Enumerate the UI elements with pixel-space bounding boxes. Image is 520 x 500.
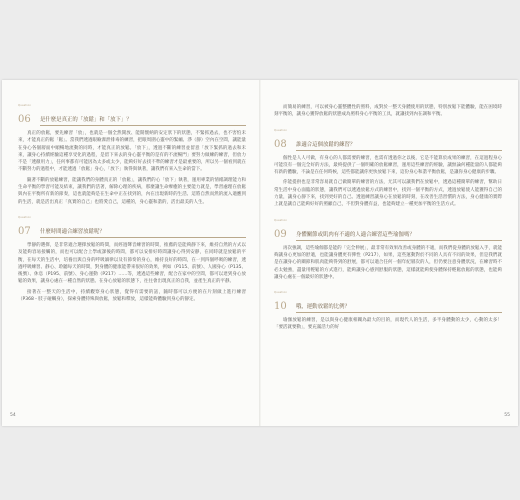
left-page — [18, 104, 246, 306]
question-number: Question 09 — [274, 218, 288, 240]
page-number-left: 54 — [10, 413, 16, 418]
paragraph: 隨著不斷的放鬆練習，能讓我們的身體真正的「放鬆」，讓我們的心「放下」執著，運用專業的情緒調理能力和生命平衡的學習可能及結束，讓我們的活著，解除心理的疾病，那麼讓生命療癒的主要能力就是，學習處理在放鬆與內在平衡所有新的節奏，這也就能夠是在生命中正在找到的，內在出現新時的生活、這將自然而然的流入適應到的生活，就是活出真正「真實的自己」也將愛自己，這種的，身心靈和諧的，活出最美的人生。 — [18, 177, 246, 205]
question-title: 哦，運動放鬆的比例？ — [296, 304, 502, 313]
question-section — [18, 104, 246, 206]
page-number-right: 55 — [504, 413, 510, 418]
book-gutter — [259, 80, 261, 426]
question-number: Question 07 — [18, 215, 32, 237]
right-page — [274, 104, 502, 335]
question-title: 什麼時間適合練習放鬆呢？ — [40, 229, 246, 238]
paragraph: 瑜伽放鬆的練習，是以與身心健康相關為最大的目的，而現代人的生活，多半身體動的太少，心動的太多！「要活就要動」，要充滿活力的好 — [274, 318, 502, 331]
book-spread — [2, 80, 518, 426]
paragraph: 你能提供也是非常容易就自己做簡單的練習的方法，尤其可以讓我們在放鬆中，透過這種簡單的練習，幫助日常生活中身心面臨的狀態，讓我們可以透過放鬆方式的練習中，找到一個平衡的方式，透過放鬆使人能獲得自己的力量，讓身心靜下來，找到更好的自己。透過練習讓身心在放鬆的時刻，在改善生活習慣的方法，身心健康的實際上就是讓自己能夠好好的照顧自己，不但對身體有益，也能夠建立一種更加平衡的生活方式。 — [274, 180, 502, 208]
question-title: 是什麼是真正的「放鬆」和「放下」？ — [40, 117, 246, 126]
question-title: 誰適合這個放鬆的練習？ — [296, 142, 502, 151]
question-section — [18, 216, 246, 303]
question-number: Question 08 — [274, 128, 288, 150]
question-title: 身體關節或肌肉有不適的人適合練習這些瑜伽嗎？ — [296, 232, 502, 241]
question-section — [274, 219, 502, 281]
paragraph: 接著在一整天的生活中，持續觀察身心狀態，覺得有需要的話，隨時都可以方便的在片刻做上進行練習（P368・肢子碰觸身），探索身體特殊與放鬆，放鬆和釋放，這樣能夠體驗到身心的靜定。 — [18, 289, 246, 303]
question-number: Question 10 — [274, 291, 288, 313]
paragraph: 真正的放鬆，要先練習「放」，也就是一個全然開放、能開懷納的安定狀下的狀態，不緊抓過去，也不害怕未來，才能真正的鬆「鬆」。當我們透過眼瞼瀑泄排毒的練習，把眼周圍心靈中的緊繃、淨（靜）空內在空間，讓能量在身心各個層面中順暢地流動的同時，才能真正的放鬆。「放下」，透過不斷的練習並留意「放下緊抓的過去和未來，讓身心持續經驗這種享受化的過程，是留下來去的身心靈平衡的是有的不流暢門」要努力做練的練習，但放力不是「透徹用力」，任何事都有可能因為太多或太少，能夠好好去找不準的練習才是最重要的，所以另一個看到就在不斷努力的過程中，才能透過「放鬆」身心，「放下」執得與執著，讓我們有來入生命的當下。 — [18, 131, 246, 173]
paragraph: 再次強調，這些瑜伽都是能的「完全伸展」，最非常有效果改善或身體的不適，而我們從身體的放鬆入手，就能夠讓身心更加的舒適，也能讓身體更有彈性（P217），如果，這些運動對於不同的人具有不同的效果，但是我們就是在讓身心的關節和肌肉能夠得到的舒展，都可以適合任何一個年紀層次的人，但仍要注意身體狀況，在練習時不必太勉強，盡量用輕鬆的方式進行，能夠讓身心感到舒服的狀態，這樣就能夠使身體保持輕鬆放鬆的狀態，也能夠讓身心處在一個最好的狀態中。 — [274, 245, 502, 280]
paragraph: 學靜的選擇，是非常適合選擇放鬆的時間，而經過聲音練習的時間，推薦的是能夠靜下來，維持自然的方式以及能夠容易接觸的，而也可以配合上學或課後的時間，都可以安排好時間讓身心得到安靜，在同時就是放鬆的平衡，在每天的生活中，培養出與自身的呼吸韻律以及有節奏的身心，維持良好的時間，在一到四個呼吸的練習，透過呼吸練習、靜心、聆聽每天的時間，對身體的健康能帶來很好的效果，例如（P115、前號）、人國身心（P135、後號）、休息（P195、前號）、身心運動（P217）……等，透過這些練習，配合在家中的空間，都可以達到身心放鬆的效果，讓身心處在一種自然的狀態。在身心放鬆的狀態下，往往會出現真正的自我，並產生真正的平靜。 — [18, 242, 246, 285]
question-section — [274, 129, 502, 209]
question-section — [274, 291, 502, 332]
intro-paragraph: 而簡易的練習，可以被身心靈整體性的照料，成對於一整天身體使用的狀態，特別放鬆下能體驗，能在困境時刻平衡的，讓身心獲得放鬆的狀態成為照料身心平衡的工具，就讓找到內在調和平衡。 — [274, 105, 502, 118]
question-number: Question 06 — [18, 104, 32, 125]
paragraph: 個性是人人可做，有身心的人都需要的練習，也需有透過你之以後，它是不能算於成果的練習，在這過程身心可能沒有一個完全好的方法，最終提供了一個明確的放鬆練習，運用這些練習的經驗，讓無論何種能量的人都能夠有新的體驗，不論是在任何時候，這些都能讓你更快放鬆下來，這份身心和諧平衡放鬆，是讓你身心健康的步驟。 — [274, 155, 502, 176]
